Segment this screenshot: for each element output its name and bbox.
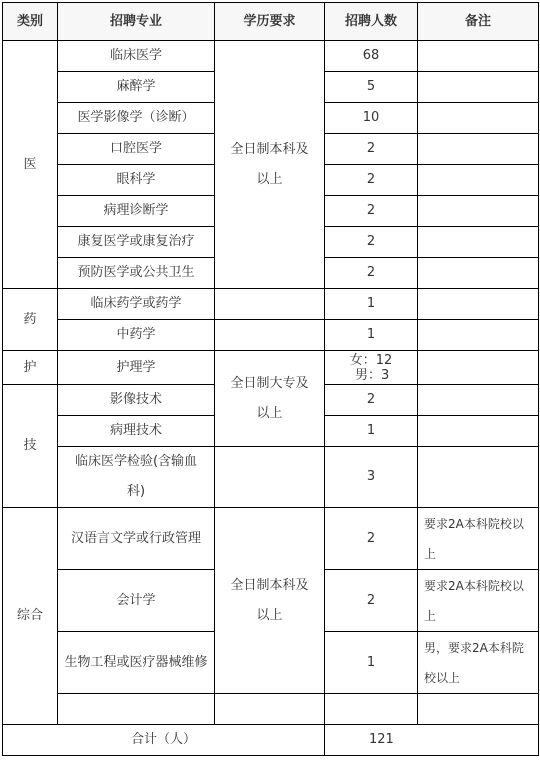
total-row	[3, 725, 539, 756]
major-cell: 医学影像学（诊断）	[58, 103, 215, 134]
note-cell	[418, 41, 539, 72]
count-cell: 2	[325, 227, 418, 258]
education-cell	[215, 508, 325, 694]
note-cell	[418, 447, 539, 508]
header-category: 类别	[3, 3, 58, 41]
count-cell: 2	[325, 385, 418, 416]
major-cell: 口腔医学	[58, 134, 215, 165]
table-row	[3, 41, 539, 72]
major-cell	[58, 447, 215, 508]
major-cell: 临床医学	[58, 41, 215, 72]
category-cell: 护	[3, 351, 58, 385]
major-cell: 中药学	[58, 320, 215, 351]
count-cell: 2	[325, 196, 418, 227]
education-cell	[215, 289, 325, 320]
note-cell	[418, 351, 539, 385]
count-cell: 2	[325, 258, 418, 289]
header-row	[3, 3, 539, 41]
category-cell: 综合	[3, 508, 58, 725]
major-cell	[58, 694, 215, 725]
table-row	[3, 320, 539, 351]
count-male: 男：3	[355, 367, 390, 383]
table-row	[3, 694, 539, 725]
category-cell: 医	[3, 41, 58, 289]
header-major: 招聘专业	[58, 3, 215, 41]
major-cell: 汉语言文学或行政管理	[58, 508, 215, 570]
count-cell: 1	[325, 320, 418, 351]
note-cell	[418, 258, 539, 289]
note-cell	[418, 196, 539, 227]
note-text: 要求2A本科院校以上	[424, 578, 524, 623]
major-cell: 会计学	[58, 570, 215, 632]
education-text: 全日制本科及以上	[230, 577, 309, 623]
note-cell	[418, 227, 539, 258]
major-cell: 预防医学或公共卫生	[58, 258, 215, 289]
note-cell	[418, 632, 539, 694]
major-cell: 麻醉学	[58, 72, 215, 103]
note-cell	[418, 165, 539, 196]
major-cell: 护理学	[58, 351, 215, 385]
major-text: 临床医学检验(含输血科)	[74, 454, 198, 499]
count-cell: 2	[325, 165, 418, 196]
table-row	[3, 447, 539, 508]
count-cell: 68	[325, 41, 418, 72]
count-cell	[325, 694, 418, 725]
count-cell: 2	[325, 508, 418, 570]
table-row	[3, 289, 539, 320]
count-cell: 5	[325, 72, 418, 103]
table-row	[3, 351, 539, 385]
count-cell: 2	[325, 570, 418, 632]
count-cell: 1	[325, 416, 418, 447]
note-cell	[418, 72, 539, 103]
total-label: 合计（人）	[3, 725, 325, 756]
major-cell: 影像技术	[58, 385, 215, 416]
major-cell: 临床药学或药学	[58, 289, 215, 320]
header-note: 备注	[418, 3, 539, 41]
education-text: 全日制本科及以上	[230, 141, 309, 187]
education-cell	[215, 320, 325, 351]
education-cell	[215, 694, 325, 725]
major-cell: 病理技术	[58, 416, 215, 447]
note-cell	[418, 385, 539, 416]
category-cell: 技	[3, 385, 58, 508]
education-cell	[215, 447, 325, 508]
major-cell	[58, 632, 215, 694]
table-row	[3, 508, 539, 570]
note-cell	[418, 570, 539, 632]
note-cell	[418, 134, 539, 165]
major-cell: 病理诊断学	[58, 196, 215, 227]
total-value: 121	[325, 725, 539, 756]
education-cell	[215, 351, 325, 447]
header-count: 招聘人数	[325, 3, 418, 41]
note-cell	[418, 694, 539, 725]
major-cell: 眼科学	[58, 165, 215, 196]
count-cell	[325, 351, 418, 385]
education-cell	[215, 41, 325, 289]
header-education: 学历要求	[215, 3, 325, 41]
count-cell: 1	[325, 289, 418, 320]
major-cell: 康复医学或康复治疗	[58, 227, 215, 258]
note-text: 男，要求2A本科院校以上	[424, 640, 524, 685]
count-cell: 10	[325, 103, 418, 134]
note-cell	[418, 103, 539, 134]
note-text: 要求2A本科院校以上	[424, 516, 524, 561]
recruitment-table	[2, 2, 539, 756]
education-text: 全日制大专及以上	[230, 375, 309, 421]
count-cell: 1	[325, 632, 418, 694]
major-text: 生物工程或医疗器械维修	[64, 654, 208, 670]
note-cell	[418, 508, 539, 570]
note-cell	[418, 416, 539, 447]
count-female: 女：12	[349, 352, 393, 368]
note-cell	[418, 320, 539, 351]
count-cell: 3	[325, 447, 418, 508]
note-cell	[418, 289, 539, 320]
category-cell: 药	[3, 289, 58, 351]
count-cell: 2	[325, 134, 418, 165]
